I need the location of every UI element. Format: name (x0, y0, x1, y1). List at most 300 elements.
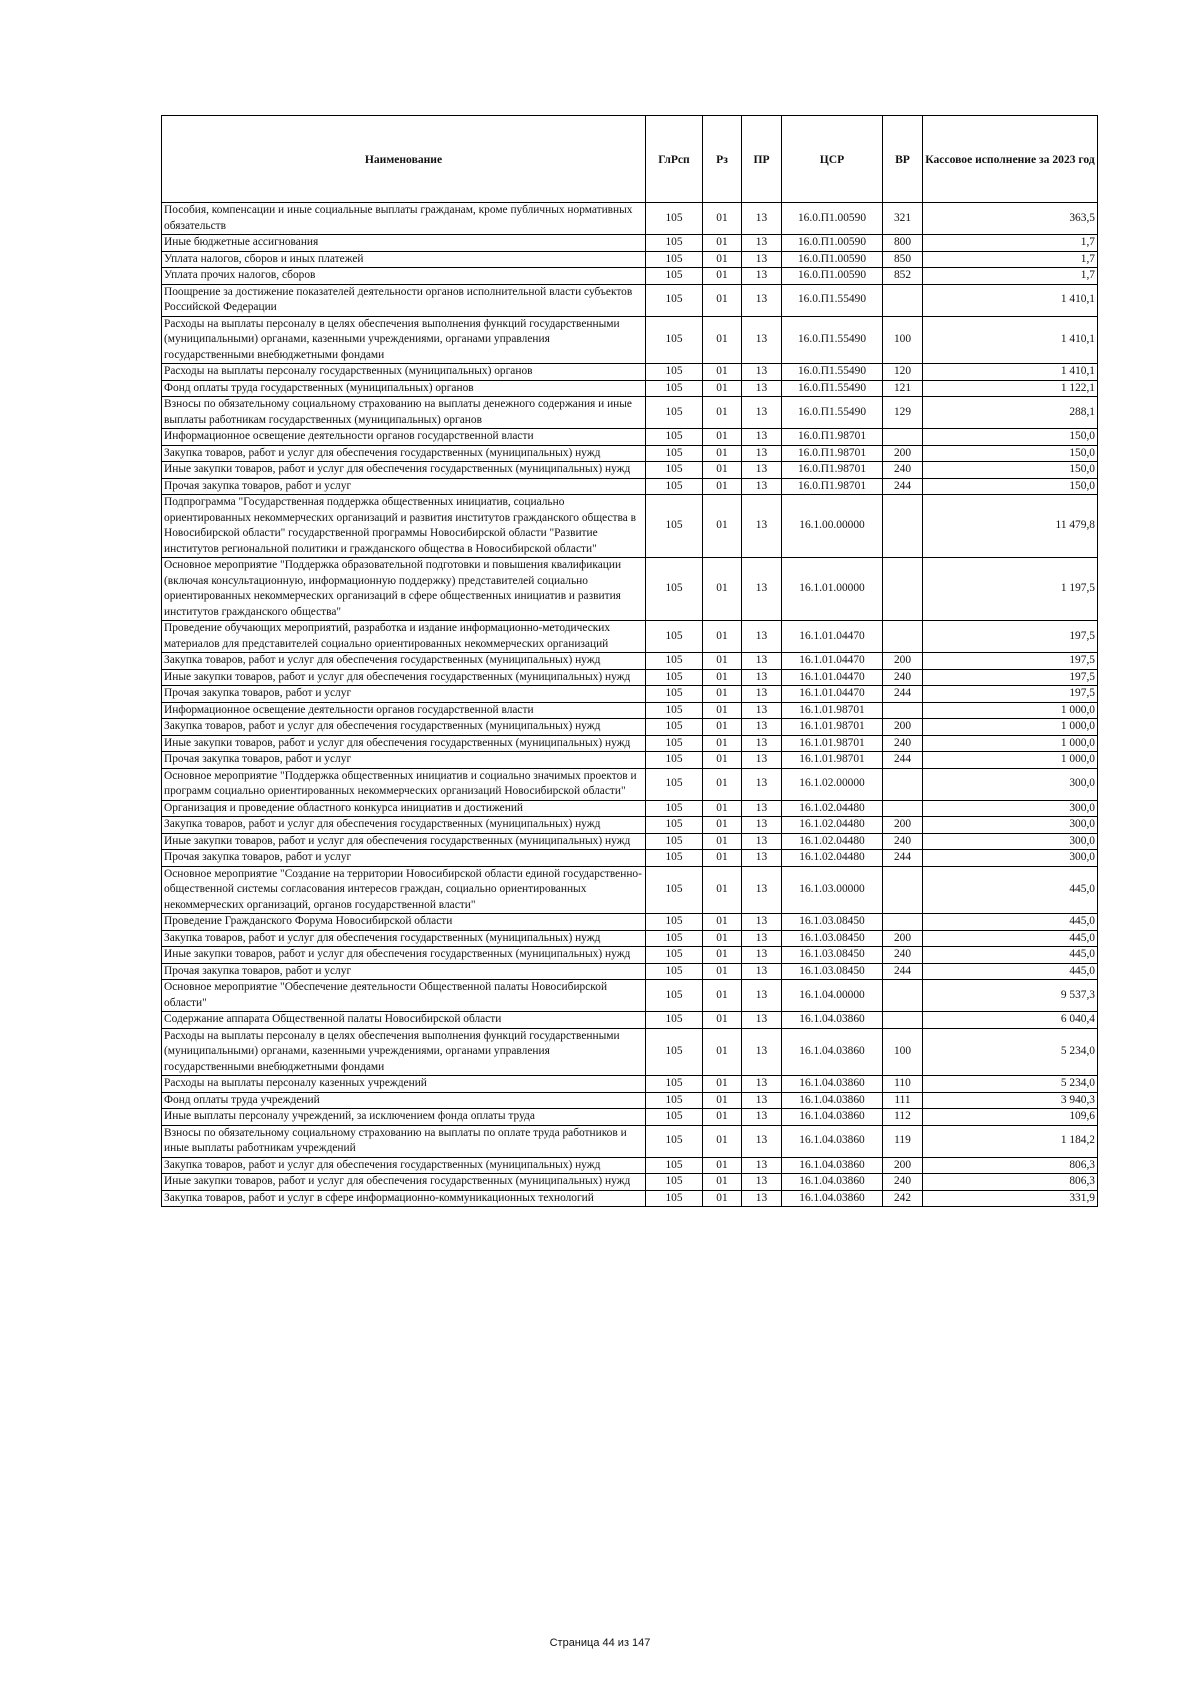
cell-vr (883, 558, 923, 621)
cell-rz: 01 (703, 429, 742, 446)
table-row (162, 833, 1098, 850)
table-row (162, 866, 1098, 914)
cell-glrsp: 105 (646, 1012, 703, 1029)
cell-rz: 01 (703, 1174, 742, 1191)
cell-vr: 244 (883, 850, 923, 867)
cell-csr: 16.1.03.08450 (782, 947, 883, 964)
cell-amount: 197,5 (923, 621, 1098, 653)
table-row (162, 686, 1098, 703)
cell-csr: 16.0.П1.55490 (782, 284, 883, 316)
cell-csr: 16.0.П1.98701 (782, 429, 883, 446)
cell-amount: 1 000,0 (923, 702, 1098, 719)
cell-pr: 13 (742, 235, 782, 252)
cell-glrsp: 105 (646, 495, 703, 558)
cell-name: Организация и проведение областного конкурса инициатив и достижений (162, 800, 646, 817)
cell-glrsp: 105 (646, 980, 703, 1012)
cell-glrsp: 105 (646, 268, 703, 285)
cell-csr: 16.0.П1.00590 (782, 268, 883, 285)
cell-vr (883, 1012, 923, 1029)
table-row (162, 203, 1098, 235)
table-row (162, 268, 1098, 285)
cell-vr: 200 (883, 817, 923, 834)
table-row (162, 462, 1098, 479)
cell-vr: 200 (883, 445, 923, 462)
cell-name: Иные закупки товаров, работ и услуг для обеспечения государственных (муниципальных) нужд (162, 669, 646, 686)
cell-rz: 01 (703, 1190, 742, 1207)
cell-pr: 13 (742, 284, 782, 316)
table-row (162, 947, 1098, 964)
cell-name: Подпрограмма "Государственная поддержка общественных инициатив, социально ориентированных некоммерческих организаций и развития институтов гражданского общества в Новосибирской области" государственной программы Новосибирской области "Развитие институтов региональной политики и гражданского общества в Новосибирской области" (162, 495, 646, 558)
cell-csr: 16.1.04.03860 (782, 1125, 883, 1157)
cell-glrsp: 105 (646, 866, 703, 914)
cell-glrsp: 105 (646, 397, 703, 429)
cell-pr: 13 (742, 1174, 782, 1191)
cell-rz: 01 (703, 833, 742, 850)
cell-vr (883, 495, 923, 558)
cell-vr: 800 (883, 235, 923, 252)
cell-amount: 5 234,0 (923, 1076, 1098, 1093)
cell-vr (883, 284, 923, 316)
cell-rz: 01 (703, 397, 742, 429)
cell-glrsp: 105 (646, 752, 703, 769)
cell-name: Иные бюджетные ассигнования (162, 235, 646, 252)
table-body (162, 203, 1098, 1207)
cell-pr: 13 (742, 1076, 782, 1093)
cell-rz: 01 (703, 702, 742, 719)
cell-name: Закупка товаров, работ и услуг для обеспечения государственных (муниципальных) нужд (162, 817, 646, 834)
table-row (162, 850, 1098, 867)
cell-pr: 13 (742, 800, 782, 817)
cell-pr: 13 (742, 669, 782, 686)
cell-name: Закупка товаров, работ и услуг для обеспечения государственных (муниципальных) нужд (162, 445, 646, 462)
table-row (162, 621, 1098, 653)
cell-vr: 240 (883, 833, 923, 850)
cell-csr: 16.1.01.04470 (782, 686, 883, 703)
cell-amount: 9 537,3 (923, 980, 1098, 1012)
cell-rz: 01 (703, 268, 742, 285)
cell-pr: 13 (742, 768, 782, 800)
table-row (162, 735, 1098, 752)
cell-amount: 5 234,0 (923, 1028, 1098, 1076)
table-row (162, 800, 1098, 817)
table-row (162, 752, 1098, 769)
cell-pr: 13 (742, 462, 782, 479)
cell-vr: 240 (883, 669, 923, 686)
cell-pr: 13 (742, 1157, 782, 1174)
cell-amount: 1,7 (923, 235, 1098, 252)
table-row (162, 1028, 1098, 1076)
cell-csr: 16.1.01.00000 (782, 558, 883, 621)
cell-glrsp: 105 (646, 1125, 703, 1157)
cell-amount: 1 410,1 (923, 364, 1098, 381)
cell-rz: 01 (703, 316, 742, 364)
cell-pr: 13 (742, 397, 782, 429)
cell-vr: 110 (883, 1076, 923, 1093)
cell-amount: 288,1 (923, 397, 1098, 429)
cell-pr: 13 (742, 752, 782, 769)
cell-rz: 01 (703, 653, 742, 670)
cell-amount: 109,6 (923, 1109, 1098, 1126)
cell-vr: 119 (883, 1125, 923, 1157)
cell-glrsp: 105 (646, 702, 703, 719)
table-row (162, 817, 1098, 834)
cell-csr: 16.1.02.04480 (782, 800, 883, 817)
cell-name: Проведение обучающих мероприятий, разработка и издание информационно-методических материалов для представителей социально ориентированных некоммерческих организаций (162, 621, 646, 653)
cell-rz: 01 (703, 752, 742, 769)
cell-name: Прочая закупка товаров, работ и услуг (162, 963, 646, 980)
cell-pr: 13 (742, 316, 782, 364)
cell-name: Пособия, компенсации и иные социальные выплаты гражданам, кроме публичных нормативных обязательств (162, 203, 646, 235)
table-row (162, 429, 1098, 446)
table-row (162, 669, 1098, 686)
cell-glrsp: 105 (646, 284, 703, 316)
cell-glrsp: 105 (646, 833, 703, 850)
cell-csr: 16.0.П1.55490 (782, 316, 883, 364)
header-amount: Кассовое исполнение за 2023 год (923, 116, 1098, 203)
cell-amount: 197,5 (923, 686, 1098, 703)
cell-csr: 16.0.П1.98701 (782, 478, 883, 495)
cell-glrsp: 105 (646, 1092, 703, 1109)
cell-amount: 445,0 (923, 947, 1098, 964)
cell-glrsp: 105 (646, 817, 703, 834)
cell-csr: 16.1.02.04480 (782, 850, 883, 867)
cell-name: Закупка товаров, работ и услуг для обеспечения государственных (муниципальных) нужд (162, 1157, 646, 1174)
cell-rz: 01 (703, 284, 742, 316)
cell-csr: 16.1.01.98701 (782, 752, 883, 769)
cell-csr: 16.1.01.04470 (782, 621, 883, 653)
cell-name: Расходы на выплаты персоналу в целях обеспечения выполнения функций государственными (муниципальными) органами, казенными учреждениями, органами управления государственными внебюджетными фондами (162, 316, 646, 364)
cell-name: Проведение Гражданского Форума Новосибирской области (162, 914, 646, 931)
cell-vr: 100 (883, 1028, 923, 1076)
cell-amount: 3 940,3 (923, 1092, 1098, 1109)
cell-rz: 01 (703, 1157, 742, 1174)
cell-glrsp: 105 (646, 380, 703, 397)
cell-amount: 806,3 (923, 1174, 1098, 1191)
header-vr: ВР (883, 116, 923, 203)
cell-pr: 13 (742, 947, 782, 964)
table-row (162, 1190, 1098, 1207)
cell-vr: 129 (883, 397, 923, 429)
table-row (162, 914, 1098, 931)
cell-csr: 16.1.03.08450 (782, 963, 883, 980)
cell-rz: 01 (703, 478, 742, 495)
cell-amount: 1 000,0 (923, 719, 1098, 736)
cell-amount: 1 410,1 (923, 284, 1098, 316)
cell-vr: 321 (883, 203, 923, 235)
table-row (162, 380, 1098, 397)
cell-csr: 16.1.01.04470 (782, 653, 883, 670)
table-row (162, 768, 1098, 800)
cell-pr: 13 (742, 621, 782, 653)
cell-csr: 16.1.04.03860 (782, 1174, 883, 1191)
table-row (162, 235, 1098, 252)
cell-amount: 1,7 (923, 251, 1098, 268)
cell-vr: 244 (883, 478, 923, 495)
cell-csr: 16.0.П1.00590 (782, 235, 883, 252)
cell-name: Иные закупки товаров, работ и услуг для обеспечения государственных (муниципальных) нужд (162, 833, 646, 850)
cell-amount: 331,9 (923, 1190, 1098, 1207)
header-name: Наименование (162, 116, 646, 203)
cell-vr (883, 429, 923, 446)
cell-csr: 16.1.01.98701 (782, 719, 883, 736)
cell-vr: 240 (883, 947, 923, 964)
cell-pr: 13 (742, 495, 782, 558)
cell-pr: 13 (742, 251, 782, 268)
cell-glrsp: 105 (646, 735, 703, 752)
cell-glrsp: 105 (646, 558, 703, 621)
cell-amount: 1 000,0 (923, 735, 1098, 752)
cell-vr (883, 621, 923, 653)
cell-rz: 01 (703, 735, 742, 752)
cell-pr: 13 (742, 380, 782, 397)
table-row (162, 284, 1098, 316)
cell-csr: 16.1.03.08450 (782, 930, 883, 947)
cell-csr: 16.1.04.03860 (782, 1076, 883, 1093)
cell-csr: 16.1.04.03860 (782, 1028, 883, 1076)
cell-pr: 13 (742, 980, 782, 1012)
cell-rz: 01 (703, 621, 742, 653)
cell-name: Основное мероприятие "Поддержка образовательной подготовки и повышения квалификации (включая консультационную, информационную поддержку) представителей социально ориентированных некоммерческих организаций в сфере общественных инициатив и развития институтов гражданского общества" (162, 558, 646, 621)
cell-rz: 01 (703, 866, 742, 914)
cell-rz: 01 (703, 1076, 742, 1093)
cell-csr: 16.0.П1.55490 (782, 397, 883, 429)
header-rz: Рз (703, 116, 742, 203)
cell-pr: 13 (742, 833, 782, 850)
cell-pr: 13 (742, 558, 782, 621)
cell-csr: 16.1.04.03860 (782, 1157, 883, 1174)
cell-csr: 16.0.П1.98701 (782, 445, 883, 462)
cell-glrsp: 105 (646, 669, 703, 686)
cell-name: Основное мероприятие "Обеспечение деятельности Общественной палаты Новосибирской области" (162, 980, 646, 1012)
cell-name: Содержание аппарата Общественной палаты Новосибирской области (162, 1012, 646, 1029)
cell-glrsp: 105 (646, 1076, 703, 1093)
cell-glrsp: 105 (646, 947, 703, 964)
table-row (162, 1157, 1098, 1174)
cell-csr: 16.0.П1.55490 (782, 364, 883, 381)
cell-csr: 16.1.01.04470 (782, 669, 883, 686)
cell-csr: 16.1.04.03860 (782, 1012, 883, 1029)
table-row (162, 930, 1098, 947)
cell-amount: 150,0 (923, 478, 1098, 495)
table-row (162, 1174, 1098, 1191)
cell-glrsp: 105 (646, 1190, 703, 1207)
table-row (162, 478, 1098, 495)
cell-amount: 1 197,5 (923, 558, 1098, 621)
table-row (162, 397, 1098, 429)
header-pr: ПР (742, 116, 782, 203)
cell-pr: 13 (742, 429, 782, 446)
cell-vr (883, 980, 923, 1012)
cell-amount: 300,0 (923, 833, 1098, 850)
cell-amount: 445,0 (923, 963, 1098, 980)
cell-vr: 111 (883, 1092, 923, 1109)
cell-name: Взносы по обязательному социальному страхованию на выплаты денежного содержания и иные выплаты работникам государственных (муниципальных) органов (162, 397, 646, 429)
cell-rz: 01 (703, 768, 742, 800)
table-row (162, 558, 1098, 621)
cell-csr: 16.1.04.03860 (782, 1092, 883, 1109)
cell-pr: 13 (742, 702, 782, 719)
cell-rz: 01 (703, 930, 742, 947)
cell-pr: 13 (742, 364, 782, 381)
cell-glrsp: 105 (646, 653, 703, 670)
table-row (162, 653, 1098, 670)
cell-rz: 01 (703, 669, 742, 686)
cell-vr: 200 (883, 719, 923, 736)
cell-name: Закупка товаров, работ и услуг для обеспечения государственных (муниципальных) нужд (162, 930, 646, 947)
cell-name: Закупка товаров, работ и услуг для обеспечения государственных (муниципальных) нужд (162, 653, 646, 670)
cell-amount: 6 040,4 (923, 1012, 1098, 1029)
cell-rz: 01 (703, 1109, 742, 1126)
cell-name: Иные закупки товаров, работ и услуг для обеспечения государственных (муниципальных) нужд (162, 1174, 646, 1191)
cell-name: Иные закупки товаров, работ и услуг для обеспечения государственных (муниципальных) нужд (162, 947, 646, 964)
cell-pr: 13 (742, 914, 782, 931)
cell-glrsp: 105 (646, 316, 703, 364)
cell-name: Уплата прочих налогов, сборов (162, 268, 646, 285)
cell-pr: 13 (742, 735, 782, 752)
cell-glrsp: 105 (646, 1109, 703, 1126)
cell-pr: 13 (742, 930, 782, 947)
cell-name: Расходы на выплаты персоналу в целях обеспечения выполнения функций государственными (муниципальными) органами, казенными учреждениями, органами управления государственными внебюджетными фондами (162, 1028, 646, 1076)
cell-vr (883, 768, 923, 800)
cell-amount: 1 122,1 (923, 380, 1098, 397)
cell-amount: 363,5 (923, 203, 1098, 235)
cell-amount: 300,0 (923, 800, 1098, 817)
cell-amount: 445,0 (923, 930, 1098, 947)
cell-csr: 16.1.04.03860 (782, 1190, 883, 1207)
cell-rz: 01 (703, 963, 742, 980)
cell-glrsp: 105 (646, 462, 703, 479)
table-row (162, 719, 1098, 736)
table-row (162, 316, 1098, 364)
cell-pr: 13 (742, 653, 782, 670)
cell-rz: 01 (703, 1028, 742, 1076)
cell-glrsp: 105 (646, 429, 703, 446)
cell-amount: 1 000,0 (923, 752, 1098, 769)
cell-csr: 16.0.П1.55490 (782, 380, 883, 397)
cell-vr: 200 (883, 653, 923, 670)
cell-csr: 16.1.02.00000 (782, 768, 883, 800)
cell-amount: 1 410,1 (923, 316, 1098, 364)
cell-vr: 244 (883, 752, 923, 769)
cell-name: Прочая закупка товаров, работ и услуг (162, 686, 646, 703)
cell-glrsp: 105 (646, 235, 703, 252)
cell-vr: 244 (883, 963, 923, 980)
cell-pr: 13 (742, 850, 782, 867)
cell-pr: 13 (742, 1190, 782, 1207)
cell-pr: 13 (742, 1125, 782, 1157)
cell-name: Уплата налогов, сборов и иных платежей (162, 251, 646, 268)
cell-glrsp: 105 (646, 963, 703, 980)
cell-rz: 01 (703, 1012, 742, 1029)
cell-amount: 150,0 (923, 445, 1098, 462)
cell-rz: 01 (703, 445, 742, 462)
cell-pr: 13 (742, 445, 782, 462)
cell-name: Поощрение за достижение показателей деятельности органов исполнительной власти субъектов Российской Федерации (162, 284, 646, 316)
cell-pr: 13 (742, 203, 782, 235)
cell-vr: 200 (883, 1157, 923, 1174)
cell-rz: 01 (703, 364, 742, 381)
table-row (162, 495, 1098, 558)
cell-glrsp: 105 (646, 445, 703, 462)
table-row (162, 1076, 1098, 1093)
cell-vr: 850 (883, 251, 923, 268)
cell-rz: 01 (703, 719, 742, 736)
cell-pr: 13 (742, 478, 782, 495)
cell-rz: 01 (703, 235, 742, 252)
cell-vr: 242 (883, 1190, 923, 1207)
cell-name: Прочая закупка товаров, работ и услуг (162, 478, 646, 495)
cell-glrsp: 105 (646, 251, 703, 268)
cell-vr (883, 800, 923, 817)
cell-glrsp: 105 (646, 686, 703, 703)
cell-csr: 16.0.П1.00590 (782, 203, 883, 235)
cell-csr: 16.1.00.00000 (782, 495, 883, 558)
cell-pr: 13 (742, 1109, 782, 1126)
cell-amount: 1,7 (923, 268, 1098, 285)
cell-amount: 300,0 (923, 817, 1098, 834)
table-row (162, 1125, 1098, 1157)
cell-vr: 852 (883, 268, 923, 285)
cell-rz: 01 (703, 558, 742, 621)
header-csr: ЦСР (782, 116, 883, 203)
cell-pr: 13 (742, 1028, 782, 1076)
cell-rz: 01 (703, 947, 742, 964)
cell-vr: 120 (883, 364, 923, 381)
cell-vr (883, 914, 923, 931)
table-row (162, 1092, 1098, 1109)
cell-pr: 13 (742, 268, 782, 285)
cell-amount: 1 184,2 (923, 1125, 1098, 1157)
cell-rz: 01 (703, 495, 742, 558)
cell-rz: 01 (703, 1092, 742, 1109)
cell-vr: 112 (883, 1109, 923, 1126)
cell-rz: 01 (703, 203, 742, 235)
cell-csr: 16.1.04.03860 (782, 1109, 883, 1126)
cell-name: Фонд оплаты труда государственных (муниципальных) органов (162, 380, 646, 397)
cell-glrsp: 105 (646, 364, 703, 381)
cell-glrsp: 105 (646, 768, 703, 800)
table-row (162, 364, 1098, 381)
cell-glrsp: 105 (646, 719, 703, 736)
cell-vr: 121 (883, 380, 923, 397)
cell-name: Информационное освещение деятельности органов государственной власти (162, 429, 646, 446)
table-row (162, 1109, 1098, 1126)
cell-glrsp: 105 (646, 203, 703, 235)
cell-name: Основное мероприятие "Создание на территории Новосибирской области единой государственно-общественной системы согласования интересов граждан, социально ориентированных некоммерческих организаций, органов государственной власти" (162, 866, 646, 914)
page-number: Страница 44 из 147 (549, 1637, 651, 1649)
cell-rz: 01 (703, 1125, 742, 1157)
cell-name: Прочая закупка товаров, работ и услуг (162, 850, 646, 867)
cell-glrsp: 105 (646, 1157, 703, 1174)
cell-glrsp: 105 (646, 621, 703, 653)
cell-vr: 244 (883, 686, 923, 703)
cell-glrsp: 105 (646, 850, 703, 867)
cell-csr: 16.1.01.98701 (782, 702, 883, 719)
cell-amount: 300,0 (923, 850, 1098, 867)
cell-rz: 01 (703, 850, 742, 867)
cell-csr: 16.1.04.00000 (782, 980, 883, 1012)
table-row (162, 251, 1098, 268)
cell-csr: 16.1.02.04480 (782, 817, 883, 834)
cell-name: Закупка товаров, работ и услуг для обеспечения государственных (муниципальных) нужд (162, 719, 646, 736)
cell-name: Основное мероприятие "Поддержка общественных инициатив и социально значимых проектов и программ социально ориентированных некоммерческих организаций Новосибирской области" (162, 768, 646, 800)
cell-pr: 13 (742, 1092, 782, 1109)
cell-amount: 150,0 (923, 462, 1098, 479)
cell-csr: 16.1.02.04480 (782, 833, 883, 850)
cell-vr: 240 (883, 735, 923, 752)
cell-glrsp: 105 (646, 914, 703, 931)
cell-name: Прочая закупка товаров, работ и услуг (162, 752, 646, 769)
